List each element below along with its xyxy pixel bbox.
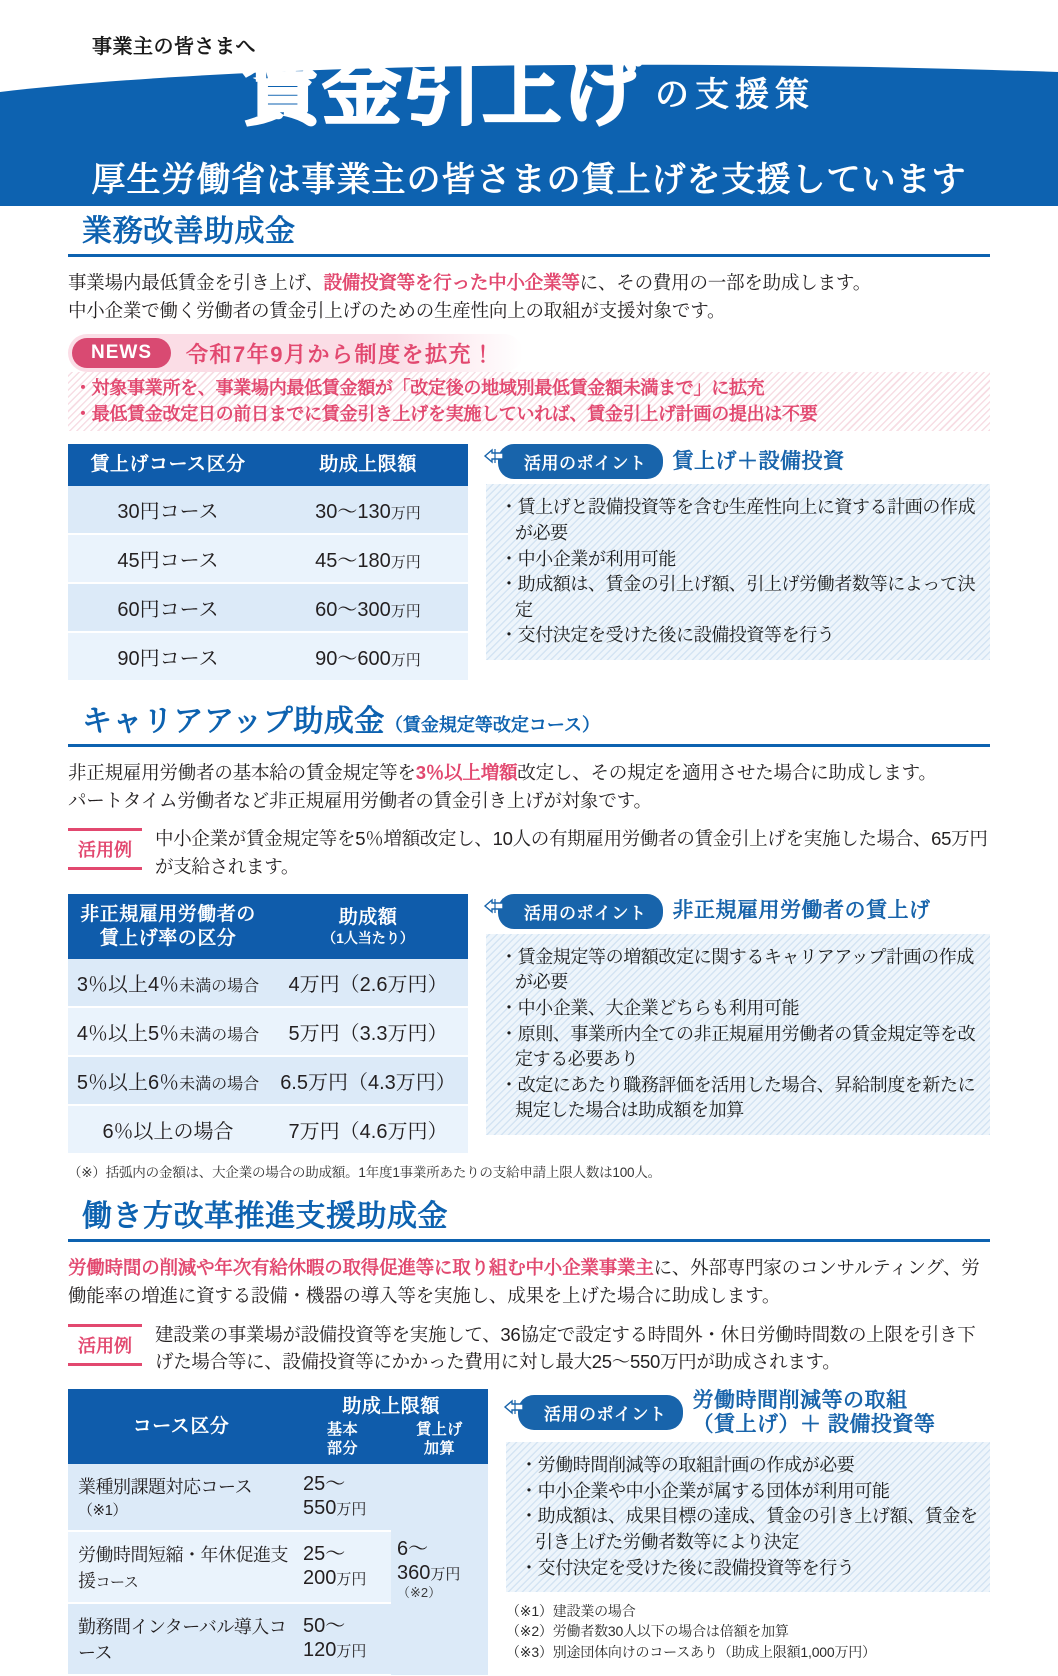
cell-amount-value: 90〜600	[315, 648, 391, 671]
point-item: ・ 交付決定を受けた後に設備投資等を行う	[500, 623, 978, 649]
section-lead-2	[68, 759, 990, 815]
wage-course-table	[68, 444, 468, 682]
section-3-footnotes	[506, 1601, 990, 1662]
header-subtitle-band	[0, 152, 1058, 201]
cell-amount-unit: 万円	[390, 505, 421, 523]
point-item: ・ 賃金規定等の増額改定に関するキャリアアップ計画の作成が必要	[500, 945, 978, 996]
table-row	[68, 1007, 468, 1056]
lead-1-em: 設備投資等を行った中小企業等	[323, 272, 580, 293]
sparkle-icon	[1036, 38, 1058, 100]
point-title-1: 賃上げ＋設備投資	[672, 449, 845, 473]
cell-rate	[68, 1105, 268, 1154]
point-box-1	[486, 484, 990, 659]
section-rule-2	[68, 744, 990, 747]
cell-addon-max: 360	[397, 1561, 431, 1584]
example-row-2	[68, 825, 990, 881]
col-header-base-l2: 部分	[326, 1439, 358, 1457]
point-header-1	[486, 444, 990, 479]
table-row	[68, 1056, 468, 1105]
point-pill-label: 活用のポイント	[544, 1405, 667, 1425]
section-title-3: 働き方改革推進支援助成金	[82, 1200, 448, 1234]
lead-3-em: 労働時間の削減や年次有給休暇の取得促進等に取り組む中小企業事業主	[68, 1257, 654, 1279]
cell-addon-min: 6〜	[397, 1538, 429, 1561]
cell-amount	[268, 486, 468, 534]
section-gyomu-kaizen	[68, 206, 990, 682]
section-title-2	[68, 696, 990, 744]
col-header-addon-l2: 加算	[423, 1439, 455, 1457]
cell-base-range	[294, 1603, 391, 1675]
cell-course-3	[68, 1464, 294, 1530]
cell-rate-suffix: 未満の場合	[179, 1027, 260, 1045]
point-item: ・ 中小企業が利用可能	[500, 547, 978, 573]
table-row	[68, 583, 468, 632]
section-career-up	[68, 696, 990, 1181]
lead-2-em: 3％以上増額	[415, 762, 518, 784]
col-header-grant-l1: 助成額	[338, 907, 398, 928]
cell-rate	[68, 1056, 268, 1105]
point-item: ・ 中小企業、大企業どちらも利用可能	[500, 996, 978, 1022]
cell-rate-main: 4％以上5％	[76, 1023, 180, 1046]
cell-course-name: 勤務間インターバル導入コース	[78, 1616, 287, 1663]
cell-rate-main: 3％以上4％	[76, 974, 180, 997]
section-rule-1	[68, 254, 990, 257]
cell-base-max: 550	[303, 1496, 337, 1519]
cell-addon-note: （※2）	[397, 1585, 442, 1601]
footnote: （※2）労働者数30人以下の場合は倍額を加算	[506, 1623, 789, 1640]
point-header-3	[506, 1389, 990, 1437]
eyebrow-text: 事業主の皆さまへ	[92, 36, 256, 58]
cell-base-range	[294, 1464, 391, 1530]
cell-base-unit: 万円	[336, 1570, 367, 1588]
col-header-base-l1: 基本	[326, 1420, 358, 1438]
news-headline: 令和7年9月から制度を拡充！	[186, 341, 496, 367]
point-item: ・ 労働時間削減等の取組計画の作成が必要	[520, 1453, 978, 1479]
point-title-3	[693, 1389, 936, 1437]
table-row	[68, 959, 468, 1007]
cell-course: 30円コース	[68, 486, 268, 534]
point-pill-label: 活用のポイント	[524, 454, 647, 474]
cell-base-max: 200	[303, 1566, 337, 1589]
col-header-base	[294, 1421, 391, 1465]
cell-grant: 5万円（3.3万円）	[268, 1007, 468, 1056]
section-title-2-main: キャリアアップ助成金	[82, 705, 385, 739]
cell-amount	[268, 583, 468, 632]
cell-rate-suffix: 未満の場合	[179, 978, 260, 996]
section-2-columns	[68, 894, 990, 1156]
point-item: ・ 助成額は、賃金の引上げ額、引上げ労働者数等によって決定	[500, 572, 978, 623]
point-pill-2	[498, 894, 663, 929]
cell-base-range	[294, 1531, 391, 1603]
cell-course: 45円コース	[68, 534, 268, 583]
news-item: ・ 最低賃金改定日の前日までに賃金引き上げを実施していれば、賃金引上げ計画の提出は不要	[74, 401, 984, 427]
point-box-3	[506, 1442, 990, 1592]
lead-3-b: に、外部専門家のコンサルティング、労働能率の増進に資する設備・機器の導入等を実施し、成果を上げた場合に助成します。	[68, 1257, 980, 1307]
table-row	[68, 1464, 488, 1530]
cell-course-name: 労働時間短縮・年休促進支援	[78, 1544, 288, 1591]
col-header-rate-l1: 非正規雇用労働者の	[80, 903, 256, 925]
pointing-hand-icon	[481, 441, 511, 471]
footnote: （※1）建設業の場合	[506, 1603, 636, 1620]
col-header-addon	[391, 1421, 488, 1465]
cell-course-3	[68, 1531, 294, 1603]
news-bar	[68, 334, 523, 372]
cell-grant: 7万円（4.6万円）	[268, 1105, 468, 1154]
example-row-3	[68, 1321, 990, 1377]
col-header-grant-l2: （1人当たり）	[322, 929, 414, 946]
section-hatarakikata	[68, 1191, 990, 1675]
cell-grant: 6.5万円（4.3万円）	[268, 1056, 468, 1105]
cell-grant: 4万円（2.6万円）	[268, 959, 468, 1007]
point-item: ・ 交付決定を受けた後に設備投資等を行う	[520, 1556, 978, 1582]
point-header-2	[486, 894, 990, 929]
footnote: （※3）別途団体向けのコースあり（助成上限額1,000万円）	[506, 1643, 876, 1660]
cell-base-min: 25〜	[303, 1542, 346, 1565]
cell-course-name: 業種別課題対応コース	[78, 1477, 253, 1498]
col-header-course: 賃上げコース区分	[68, 444, 268, 486]
workstyle-course-table	[68, 1389, 488, 1675]
section-1-columns	[68, 444, 990, 682]
main-title-suffix: の支援策	[655, 76, 815, 115]
cell-course-3	[68, 1603, 294, 1675]
cell-base-unit: 万円	[336, 1642, 367, 1660]
cell-course: 60円コース	[68, 583, 268, 632]
point-item: ・ 原則、事業所内全ての非正規雇用労働者の賃金規定等を改定する必要あり	[500, 1022, 978, 1073]
point-pill-3	[518, 1395, 683, 1430]
section-3-table-col	[68, 1389, 488, 1675]
example-label-2: 活用例	[68, 828, 142, 870]
cell-base-min: 50〜	[303, 1614, 346, 1637]
cell-amount-value: 45〜180	[315, 550, 391, 573]
pointing-hand-icon	[481, 891, 511, 921]
col-header-cap: 助成上限額	[268, 444, 468, 486]
section-lead-1	[68, 269, 990, 325]
page-header	[0, 0, 1058, 206]
cell-course: 90円コース	[68, 632, 268, 681]
cell-rate-main: 6％以上の場合	[102, 1121, 234, 1144]
example-label-3: 活用例	[68, 1324, 142, 1366]
col-header-grant	[268, 894, 468, 960]
table-row	[68, 534, 468, 583]
careerup-rate-table	[68, 894, 468, 1156]
news-badge: NEWS	[72, 338, 171, 368]
main-title: 賃金引上げ	[242, 46, 643, 134]
cell-amount-unit: 万円	[390, 554, 421, 572]
lead-2-a: 非正規雇用労働者の基本給の賃金規定等を	[68, 762, 416, 784]
example-text-2: 中小企業が賃金規定等を5％増額改定し、10人の有期雇用労働者の賃金引上げを実施した場合、65万円が支給されます。	[155, 828, 988, 878]
section-rule-3	[68, 1239, 990, 1242]
cell-course-note: （※1）	[78, 1502, 127, 1520]
lead-2-line2: パートタイム労働者など非正規雇用労働者の賃金引き上げが対象です。	[68, 790, 652, 812]
table-row	[68, 486, 468, 534]
section-2-point-col	[486, 894, 990, 1135]
cell-rate	[68, 1007, 268, 1056]
cell-base-max: 120	[303, 1638, 337, 1661]
col-header-addon-l1: 賃上げ	[416, 1420, 463, 1438]
lead-2-b: 改定し、その規定を適用させた場合に助成します。	[517, 762, 937, 784]
col-header-rate	[68, 894, 268, 960]
section-lead-3	[68, 1254, 990, 1310]
section-1-point-col	[486, 444, 990, 659]
table-row	[68, 632, 468, 681]
page-body	[0, 206, 1058, 1676]
section-1-table-col	[68, 444, 468, 682]
cell-addon-unit: 万円	[430, 1565, 461, 1583]
table-row	[68, 1105, 468, 1154]
cell-amount-value: 60〜300	[315, 599, 391, 622]
lead-1-line2: 中小企業で働く労働者の賃金引上げのための生産性向上の取組が支援対象です。	[68, 300, 726, 322]
cell-amount-unit: 万円	[390, 652, 421, 670]
example-text-3: 建設業の事業場が設備投資等を実施して、36協定で設定する時間外・休日労働時間数の上限を引き下げた場合等に、設備投資等にかかった費用に対し最大25〜550万円が助成されます。	[155, 1323, 976, 1373]
cell-rate-main: 5％以上6％	[76, 1072, 180, 1095]
section-2-table-col	[68, 894, 468, 1156]
point-title-2: 非正規雇用労働者の賃上げ	[672, 899, 931, 923]
cell-amount-unit: 万円	[390, 603, 421, 621]
point-item: ・ 改定にあたり職務評価を活用した場合、昇給制度を新たに規定した場合は助成額を加算	[500, 1073, 978, 1124]
point-item: ・ 賃上げと設備投資等を含む生産性向上に資する計画の作成が必要	[500, 495, 978, 546]
point-title-3-l2: （賃上げ）＋ 設備投資等	[692, 1413, 936, 1437]
cell-addon-merged	[391, 1464, 488, 1674]
point-box-2	[486, 934, 990, 1135]
cell-rate	[68, 959, 268, 1007]
point-item: ・ 助成額は、成果目標の達成、賃金の引き上げ額、賃金を引き上げた労働者数等により決定	[520, 1504, 978, 1555]
point-item: ・ 中小企業や中小企業が属する団体が利用可能	[520, 1479, 978, 1505]
col-header-course-3: コース区分	[68, 1389, 294, 1464]
news-item-list	[68, 372, 990, 431]
pointing-hand-icon	[501, 1392, 531, 1422]
cell-rate-suffix: 未満の場合	[179, 1076, 260, 1094]
section-3-columns	[68, 1389, 990, 1675]
lead-1-a: 事業場内最低賃金を引き上げ、	[68, 272, 324, 293]
point-pill-label: 活用のポイント	[524, 903, 647, 923]
point-title-3-l1: 労働時間削減等の取組	[692, 1389, 908, 1413]
lead-1-b: に、その費用の一部を助成します。	[579, 272, 871, 293]
cell-base-min: 25〜	[303, 1473, 346, 1496]
section-title-2-sub: （賃金規定等改定コース）	[384, 715, 601, 736]
cell-amount	[268, 632, 468, 681]
section-3-point-col	[506, 1389, 990, 1662]
cell-base-unit: 万円	[336, 1500, 367, 1518]
cell-course-note: コース	[95, 1573, 139, 1591]
cell-amount-value: 30〜130	[315, 501, 391, 524]
section-2-note: （※）括弧内の金額は、大企業の場合の助成額。1年度1事業所あたりの支給申請上限人数は100人。	[68, 1165, 661, 1181]
point-pill-1	[498, 444, 663, 479]
col-header-rate-l2: 賃上げ率の区分	[99, 927, 237, 949]
news-callout	[68, 334, 990, 431]
news-item: ・ 対象事業所を、事業場内最低賃金額が「改定後の地域別最低賃金額未満まで」に拡充	[74, 375, 984, 401]
col-header-cap-3: 助成上限額	[294, 1389, 488, 1421]
header-subtitle: 厚生労働省は事業主の皆さまの賃上げを支援しています	[91, 161, 967, 199]
section-title-1: 業務改善助成金	[82, 215, 296, 248]
cell-amount	[268, 534, 468, 583]
